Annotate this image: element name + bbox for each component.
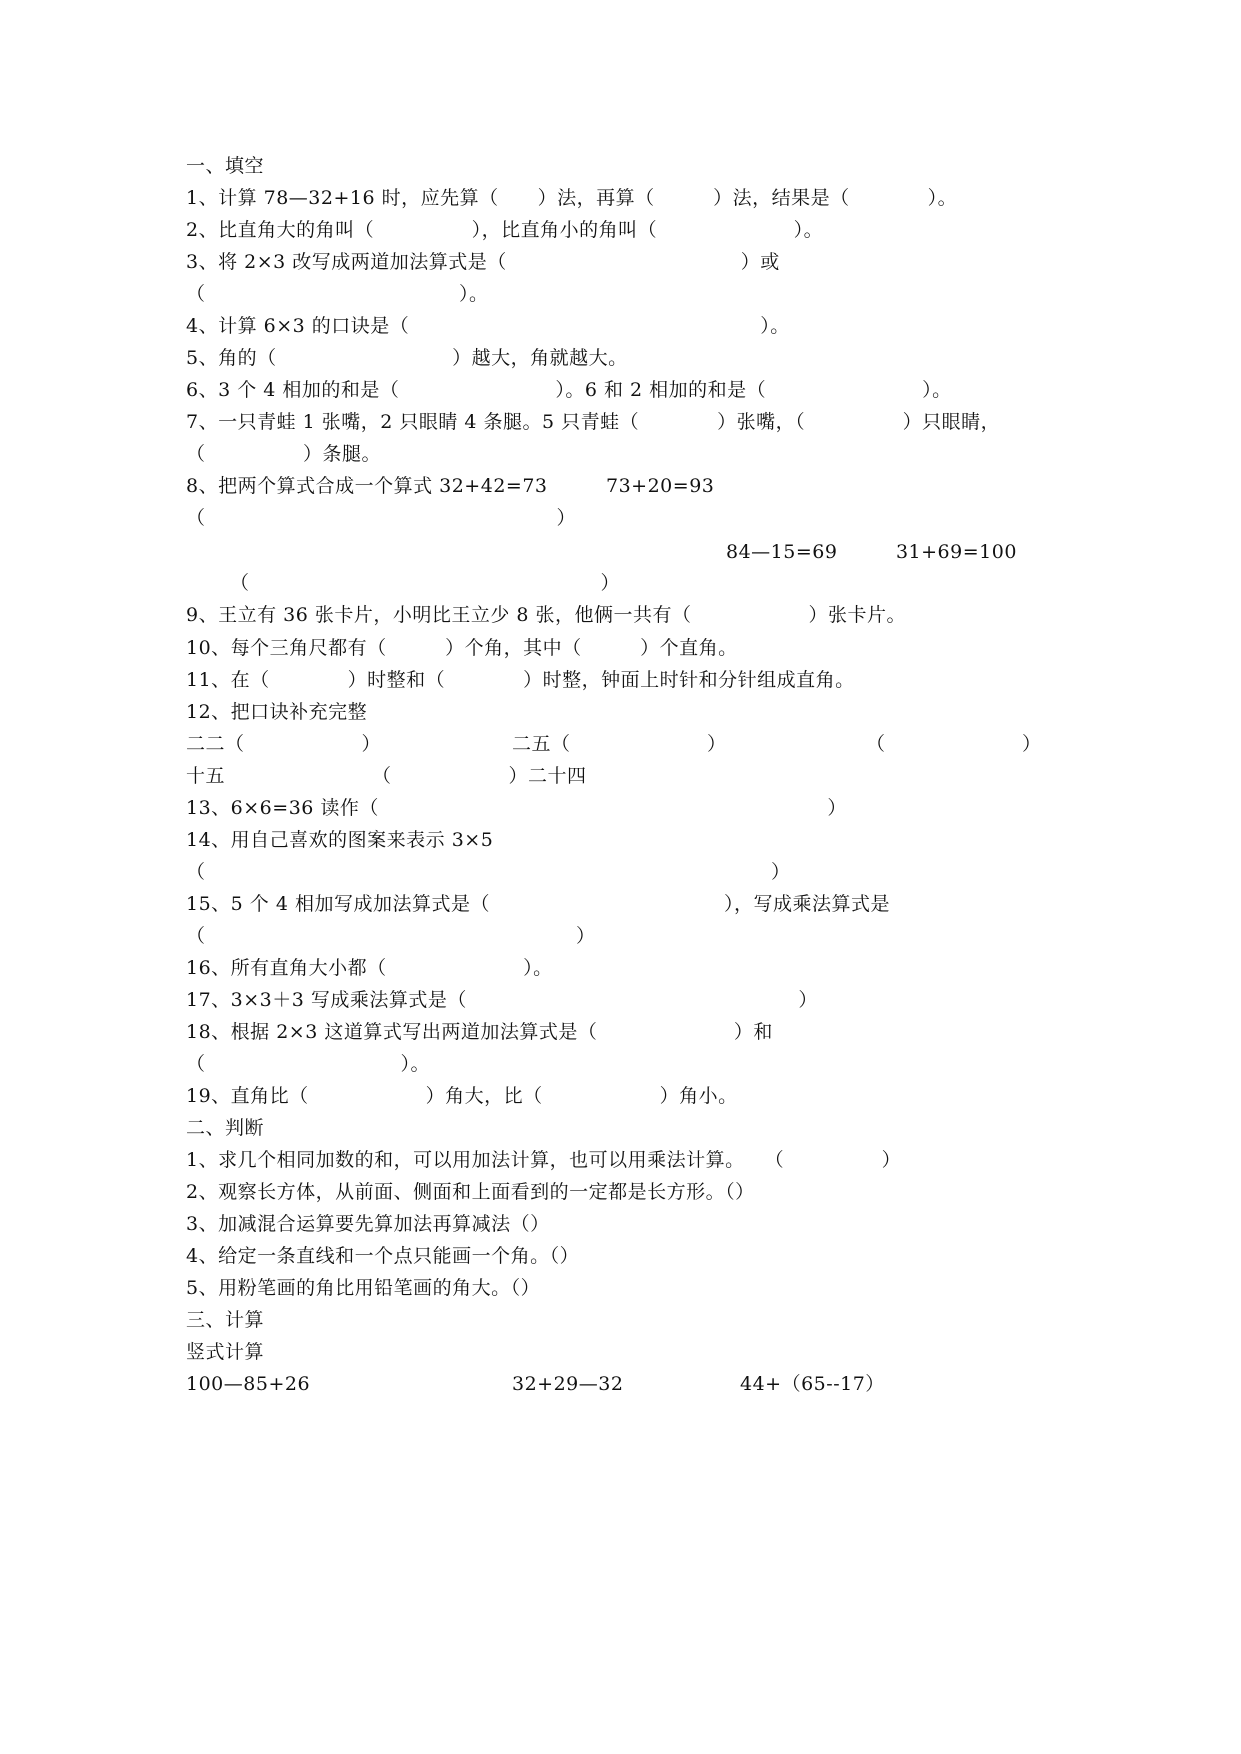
judge-question-4: 4、给定一条直线和一个点只能画一个角。（） xyxy=(186,1245,580,1267)
judge-question-1: 1、求几个相同加数的和，可以用加法计算，也可以用乘法计算。 （ ） xyxy=(186,1149,902,1171)
fill-question-10: 10、每个三角尺都有（ ）个角，其中（ ）个直角。 xyxy=(186,637,738,659)
judge-question-2: 2、观察长方体，从前面、侧面和上面看到的一定都是长方形。（） xyxy=(186,1181,755,1203)
fill-question-14-blank: （ ） xyxy=(186,861,791,883)
calc-expression-1: 100—85+26 xyxy=(186,1373,311,1395)
fill-question-5: 5、角的（ ）越大，角就越大。 xyxy=(186,347,628,369)
fill-question-8-equations-2: 84—15=69 31+69=100 xyxy=(726,541,1017,563)
fill-question-12-item-3: （ ） xyxy=(866,733,1042,755)
fill-question-15-blank: （ ） xyxy=(186,925,596,947)
fill-question-13: 13、6×6=36 读作（ ） xyxy=(186,797,847,819)
fill-question-3-cont: （ ）。 xyxy=(186,283,489,305)
fill-question-11: 11、在（ ）时整和（ ）时整，钟面上时针和分针组成直角。 xyxy=(186,669,855,691)
fill-question-8-blank-2: （ ） xyxy=(230,572,621,594)
fill-question-4: 4、计算 6×3 的口诀是（ ）。 xyxy=(186,315,790,337)
calc-expression-2: 32+29—32 xyxy=(512,1373,624,1395)
fill-question-7-cont: （ ）条腿。 xyxy=(186,443,382,465)
fill-question-18-cont: （ ）。 xyxy=(186,1053,431,1075)
calc-expression-3: 44+（65--17） xyxy=(740,1373,885,1395)
fill-question-7: 7、一只青蛙 1 张嘴，2 只眼睛 4 条腿。5 只青蛙（ ）张嘴，（ ）只眼睛， xyxy=(186,411,1001,433)
fill-question-15: 15、5 个 4 相加写成加法算式是（ ），写成乘法算式是 xyxy=(186,893,890,915)
section-judge-heading: 二、判断 xyxy=(186,1117,265,1139)
fill-question-17: 17、3×3＋3 写成乘法算式是（ ） xyxy=(186,989,818,1011)
fill-question-14: 14、用自己喜欢的图案来表示 3×5 xyxy=(186,829,494,851)
vertical-calc-heading: 竖式计算 xyxy=(186,1341,265,1363)
fill-question-2: 2、比直角大的角叫（ ），比直角小的角叫（ ）。 xyxy=(186,219,824,241)
fill-question-16: 16、所有直角大小都（ ）。 xyxy=(186,957,553,979)
fill-question-1: 1、计算 78—32+16 时，应先算（ ）法，再算（ ）法，结果是（ ）。 xyxy=(186,187,958,209)
section-fill-heading: 一、填空 xyxy=(186,155,265,177)
fill-question-3: 3、将 2×3 改写成两道加法算式是（ ）或 xyxy=(186,251,780,273)
fill-question-8-blank-1: （ ） xyxy=(186,507,577,529)
fill-question-9: 9、王立有 36 张卡片，小明比王立少 8 张，他俩一共有（ ）张卡片。 xyxy=(186,604,907,626)
fill-question-12: 12、把口诀补充完整 xyxy=(186,701,368,723)
section-calc-heading: 三、计算 xyxy=(186,1309,265,1331)
fill-question-8: 8、把两个算式合成一个算式 32+42=73 73+20=93 xyxy=(186,475,715,497)
judge-question-5: 5、用粉笔画的角比用铅笔画的角大。（） xyxy=(186,1277,541,1299)
fill-question-19: 19、直角比（ ）角大，比（ ）角小。 xyxy=(186,1085,738,1107)
judge-question-3: 3、加减混合运算要先算加法再算减法（） xyxy=(186,1213,550,1235)
fill-question-12-item-5: （ ）二十四 xyxy=(372,765,587,787)
fill-question-12-item-1: 二二（ ） xyxy=(186,733,382,755)
fill-question-12-item-2: 二五（ ） xyxy=(512,733,727,755)
fill-question-12-item-4: 十五 xyxy=(186,765,226,787)
fill-question-6: 6、3 个 4 相加的和是（ ）。6 和 2 相加的和是（ ）。 xyxy=(186,379,952,401)
fill-question-18: 18、根据 2×3 这道算式写出两道加法算式是（ ）和 xyxy=(186,1021,773,1043)
